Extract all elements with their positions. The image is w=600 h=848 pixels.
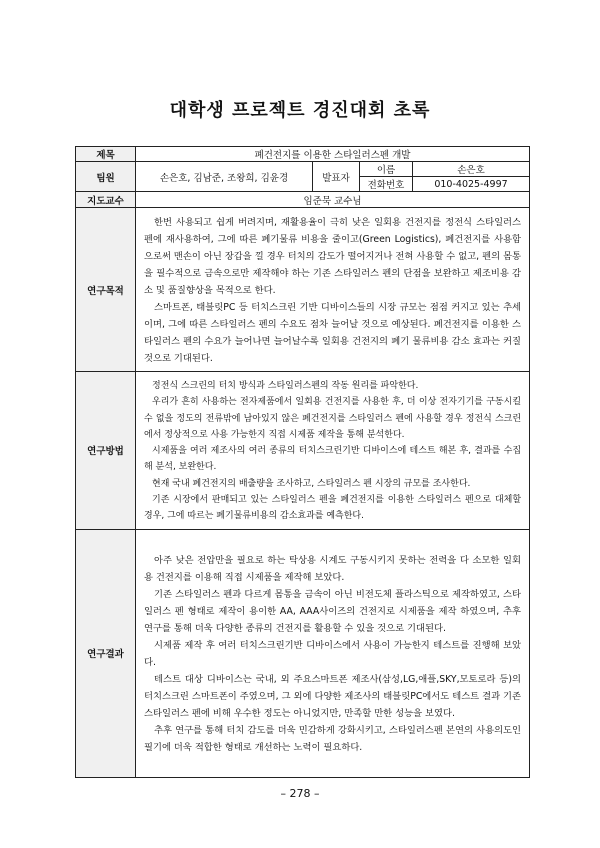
results-paragraph: 추후 연구를 통해 터치 감도를 더욱 민감하게 강화시키고, 스타일러스펜 본연의 사용의도인 필기에 더욱 적합한 형태로 개선하는 노력이 필요하다. <box>144 725 522 754</box>
title-label: 제목 <box>76 147 136 162</box>
phone-label: 전화번호 <box>360 177 413 192</box>
team-members: 손은호, 김남준, 조왕희, 김윤경 <box>136 162 313 192</box>
page-number: – 278 – <box>280 787 320 800</box>
methods-paragraph: 정전식 스크린의 터치 방식과 스타일러스펜의 작동 원리를 파악한다. <box>152 381 419 391</box>
purpose-row <box>76 208 530 372</box>
advisor-row <box>76 192 530 208</box>
methods-paragraph: 시제품을 여러 제조사의 여러 종류의 터치스크린기반 디바이스에 테스트 해본 후, 결과를 수집해 분석, 보완한다. <box>144 446 522 473</box>
methods-paragraph: 현재 국내 폐건전지의 배출량을 조사하고, 스타일러스 펜 시장의 규모를 조사한다. <box>152 478 471 489</box>
title-row <box>76 147 530 162</box>
purpose-text <box>136 208 530 372</box>
abstract-table <box>75 146 530 778</box>
methods-paragraph: 우리가 흔히 사용하는 전자제품에서 일회용 건전지를 사용한 후, 더 이상 전자기기를 구동시킬 수 없을 정도의 전류밖에 남아있지 않은 폐건전지를 스타일러스 펜에 사용할 경우 정전식 스크린에서 정상적으로 사용 가능한지 직접 시제품 제작을 통해 분석한다. <box>144 397 522 440</box>
methods-row <box>76 372 530 530</box>
methods-paragraph: 기존 시장에서 판매되고 있는 스타일러스 펜을 폐건전지를 이용한 스타일러스 펜으로 대체할 경우, 그에 따르는 폐기물류비용의 감소효과를 예측한다. <box>144 495 522 522</box>
page-title: 대학생 프로젝트 경진대회 초록 <box>169 100 431 121</box>
presenter-label: 발표자 <box>313 162 360 192</box>
phone-value: 010-4025-4997 <box>413 177 530 192</box>
purpose-paragraph: 스마트폰, 태블릿PC 등 터치스크린 기반 디바이스들의 시장 규모는 점점 커지고 있는 추세이며, 그에 따른 스타일러스 펜의 수요도 점차 늘어날 것으로 예상된다. 폐건전지를 이용한 스타일러스 펜의 수요가 늘어나면 늘어날수록 일회용 건전지의 폐기 물류비용 감소 효과는 커질 것으로 기대된다. <box>144 302 522 364</box>
advisor-value: 임준묵 교수님 <box>136 192 530 208</box>
name-label: 이름 <box>360 162 413 177</box>
advisor-label: 지도교수 <box>76 192 136 208</box>
methods-label: 연구방법 <box>76 372 136 530</box>
title-value: 폐건전지를 이용한 스타일러스펜 개발 <box>136 147 530 162</box>
team-row-1 <box>76 162 530 177</box>
results-paragraph: 테스트 대상 디바이스는 국내, 외 주요스마트폰 제조사(삼성,LG,애플,SKY,모토로라 등)의 터치스크린 스마트폰이 주였으며, 그 외에 다양한 제조사의 태블릿PC에서도 테스트 결과 기존 스타일러스 펜에 비해 우수한 정도는 아니었지만, 만족할 만한 성능을 보였다. <box>144 674 522 720</box>
purpose-paragraph: 한번 사용되고 쉽게 버려지며, 재활용율이 극히 낮은 일회용 건전지를 정전식 스타일러스 펜에 재사용하여, 그에 따른 폐기물류 비용을 줄이고(Green Logistics), 폐건전지를 사용함으로써 맨손이 아닌 장갑을 낄 경우 터치의 감도가 떨어지거나 전혀 사용할 수 없고, 펜의 몸통을 필수적으로 금속으로만 제작해야 하는 기존 스타일러스 펜의 단점을 보완하고 제조비용 감소 및 품질향상을 목적으로 한다. <box>144 217 522 296</box>
results-paragraph: 시제품 제작 후 여러 터치스크린기반 디바이스에서 사용이 가능한지 테스트를 진행해 보았다. <box>144 640 522 669</box>
team-label: 팀원 <box>76 162 136 192</box>
results-paragraph: 아주 낮은 전압만을 필요로 하는 탁상용 시계도 구동시키지 못하는 전력을 다 소모한 일회용 건전지를 이용해 직접 시제품을 제작해 보았다. <box>144 555 522 584</box>
results-text <box>136 529 530 777</box>
results-row <box>76 529 530 777</box>
results-paragraph: 기존 스타일러스 펜과 다르게 몸통을 금속이 아닌 비전도체 플라스틱으로 제작하였고, 스타일러스 펜 형태로 제작이 용이한 AA, AAA사이즈의 건전지로 시제품을 제작 하였으며, 추후 연구를 통해 더욱 다양한 종류의 건전지를 활용할 수 있을 것으로 기대된다. <box>144 589 522 635</box>
purpose-label: 연구목적 <box>76 208 136 372</box>
name-value: 손은호 <box>413 162 530 177</box>
methods-text <box>136 372 530 530</box>
results-label: 연구결과 <box>76 529 136 777</box>
